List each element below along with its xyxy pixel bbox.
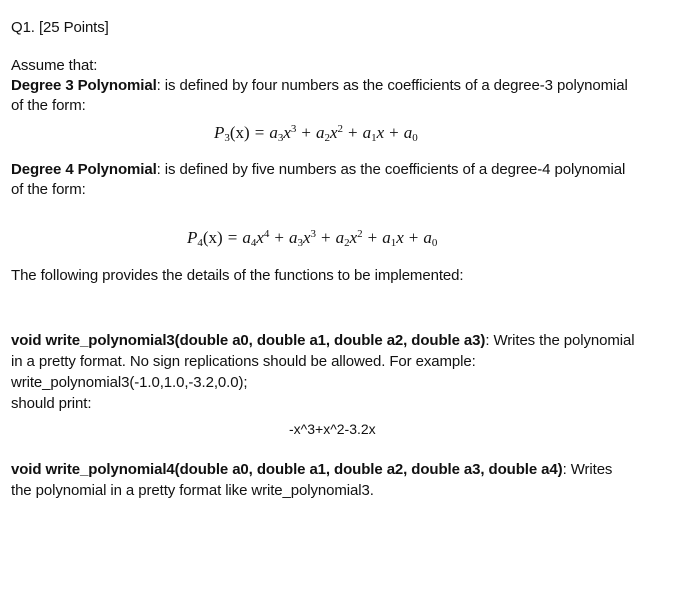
deg3-desc: : is defined by four numbers as the coefficients of a degree-3 polynomial (156, 77, 628, 94)
details-intro: The following provides the details of the functions to be implemented: (11, 267, 464, 284)
func3-should-print: should print: (11, 395, 92, 412)
deg3-formula: $P_3(x) = a_3x^3 + a_2x^2 + a_1x + a_0$ (214, 123, 418, 144)
func3-example-call: write_polynomial3(-1.0,1.0,-3.2,0.0); (11, 374, 248, 391)
func4-line1 (11, 460, 612, 480)
func4-line2: the polynomial in a pretty format like write_polynomial3. (11, 482, 374, 499)
func3-example-output: -x^3+x^2-3.2x (289, 421, 376, 437)
deg4-desc: : is defined by five numbers as the coefficients of a degree-4 polynomial (156, 161, 626, 178)
deg3-term: Degree 3 Polynomial (11, 77, 157, 94)
deg4-term: Degree 4 Polynomial (11, 161, 157, 178)
func3-line2: in a pretty format. No sign replications should be allowed. For example: (11, 353, 476, 370)
intro-text: Assume that: (11, 57, 98, 74)
deg3-definition-line1 (11, 76, 628, 96)
deg4-definition-line2: of the form: (11, 181, 86, 198)
func4-desc: : Writes (562, 461, 613, 478)
deg4-definition-line1 (11, 160, 625, 180)
deg3-definition-line2: of the form: (11, 97, 86, 114)
deg4-formula: $P_4(x) = a_4x^4 + a_3x^3 + a_2x^2 + a_1x + a_0$ (187, 228, 438, 249)
func3-line1 (11, 331, 634, 351)
func3-signature: void write_polynomial3(double a0, double a1, double a2, double a3) (11, 332, 486, 349)
func3-desc: : Writes the polynomial (485, 332, 635, 349)
question-title: Q1. [25 Points] (11, 19, 109, 36)
func4-signature: void write_polynomial4(double a0, double a1, double a2, double a3, double a4) (11, 461, 563, 478)
